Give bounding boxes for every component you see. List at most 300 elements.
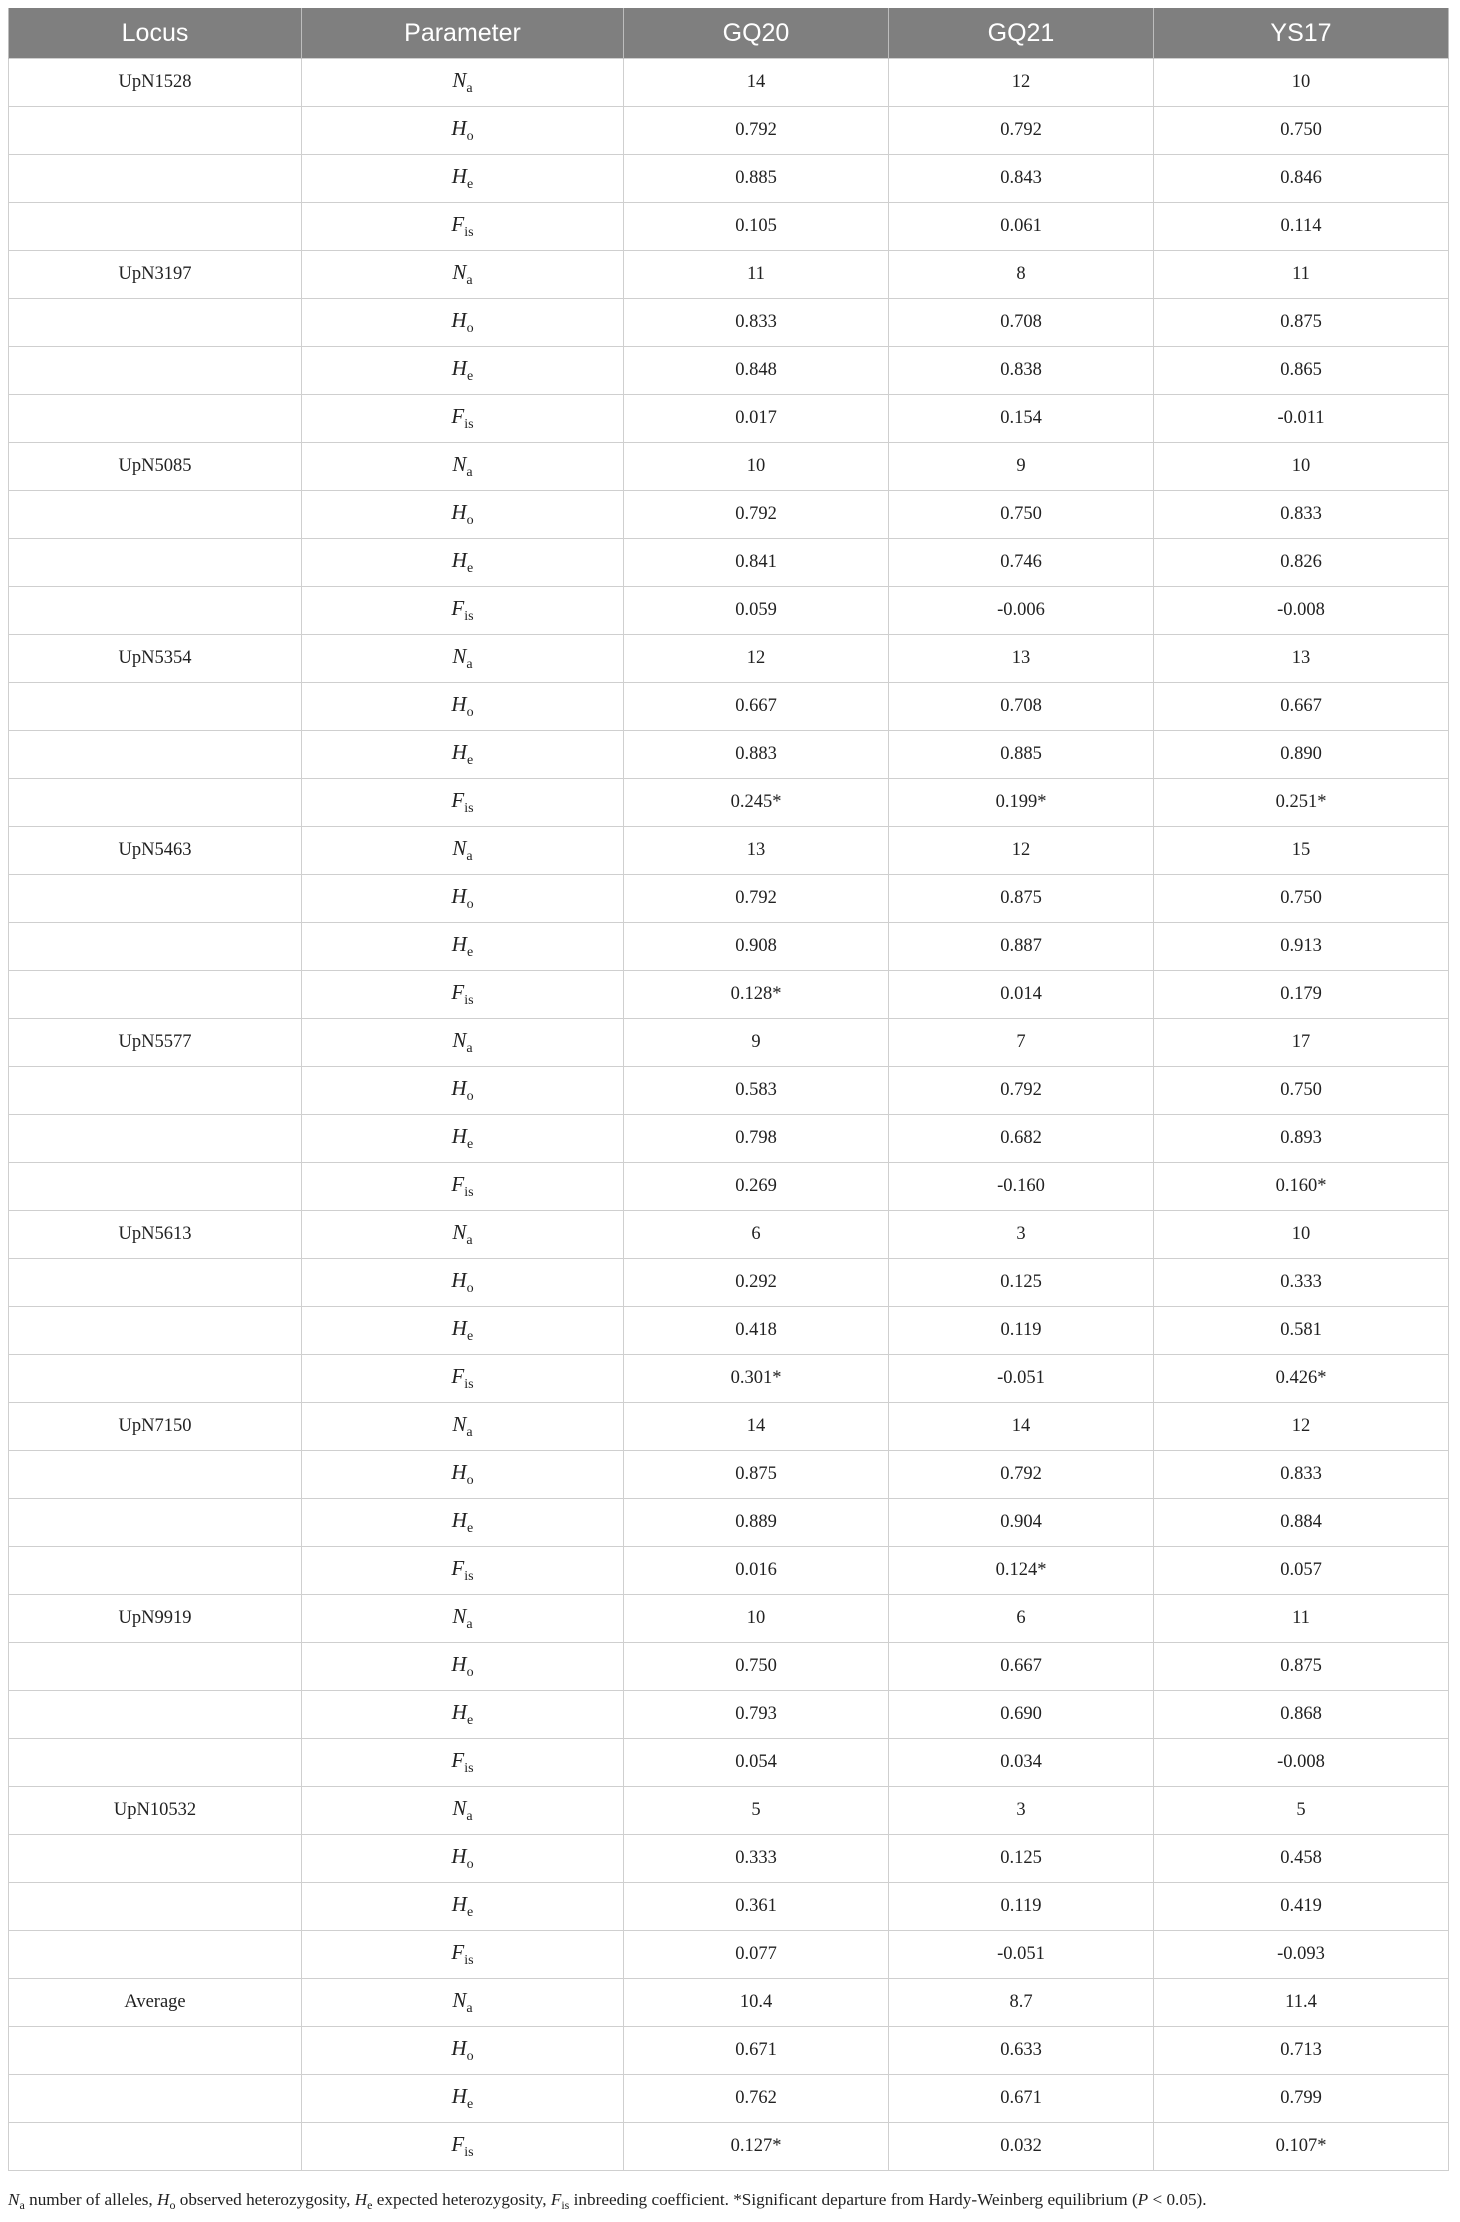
table-row	[9, 1595, 1449, 1643]
parameter-cell	[302, 1163, 624, 1211]
table-row	[9, 1739, 1449, 1787]
table-row	[9, 203, 1449, 251]
parameter-cell	[302, 1883, 624, 1931]
locus-empty-cell	[9, 1355, 302, 1403]
gq20-value: 0.361	[624, 1883, 889, 1931]
gq20-value: 0.750	[624, 1643, 889, 1691]
parameter-cell	[302, 1499, 624, 1547]
gq20-value: 10	[624, 1595, 889, 1643]
ys17-value: -0.008	[1154, 587, 1449, 635]
gq21-value: 0.887	[889, 923, 1154, 971]
parameter-cell	[302, 1211, 624, 1259]
parameter-symbol: F	[451, 1748, 465, 1772]
table-row	[9, 299, 1449, 347]
gq20-value: 6	[624, 1211, 889, 1259]
parameter-subscript: o	[466, 321, 474, 336]
parameter-subscript: is	[464, 609, 474, 624]
parameter-cell	[302, 779, 624, 827]
gq20-value: 0.128*	[624, 971, 889, 1019]
parameter-subscript: e	[466, 369, 474, 384]
locus-name: Average	[9, 1979, 302, 2027]
locus-empty-cell	[9, 1691, 302, 1739]
parameter-subscript: a	[466, 657, 473, 672]
gq20-value: 0.798	[624, 1115, 889, 1163]
table-row	[9, 251, 1449, 299]
gq21-value: -0.051	[889, 1931, 1154, 1979]
ys17-value: 0.875	[1154, 299, 1449, 347]
gq21-value: 9	[889, 443, 1154, 491]
parameter-cell	[302, 155, 624, 203]
table-row	[9, 1691, 1449, 1739]
parameter-symbol: N	[452, 1220, 467, 1244]
parameter-cell	[302, 1307, 624, 1355]
gq21-value: 7	[889, 1019, 1154, 1067]
table-row	[9, 539, 1449, 587]
footnote-tail: < 0.05).	[1148, 2190, 1207, 2209]
parameter-symbol: H	[451, 164, 467, 188]
header-gq21: GQ21	[889, 8, 1154, 59]
gq21-value: 0.838	[889, 347, 1154, 395]
parameter-subscript: o	[466, 705, 474, 720]
parameter-symbol: F	[451, 1556, 465, 1580]
parameter-subscript: is	[464, 801, 474, 816]
ys17-value: 10	[1154, 59, 1449, 107]
parameter-subscript: is	[464, 1185, 474, 1200]
gq20-value: 0.875	[624, 1451, 889, 1499]
parameter-cell	[302, 1979, 624, 2027]
parameter-subscript: a	[466, 1617, 473, 1632]
gq20-value: 0.269	[624, 1163, 889, 1211]
parameter-cell	[302, 203, 624, 251]
gq20-value: 0.671	[624, 2027, 889, 2075]
table-row	[9, 1019, 1449, 1067]
gq20-value: 0.792	[624, 107, 889, 155]
parameter-subscript: is	[464, 225, 474, 240]
parameter-subscript: e	[466, 177, 474, 192]
parameter-symbol: H	[451, 1844, 467, 1868]
parameter-subscript: e	[466, 1905, 474, 1920]
gq20-value: 0.059	[624, 587, 889, 635]
gq20-value: 0.792	[624, 875, 889, 923]
gq20-value: 12	[624, 635, 889, 683]
gq21-value: 0.792	[889, 107, 1154, 155]
table-row	[9, 1931, 1449, 1979]
gq21-value: 0.032	[889, 2123, 1154, 2171]
parameter-symbol: H	[451, 1460, 467, 1484]
gq21-value: 0.904	[889, 1499, 1154, 1547]
ys17-value: 0.826	[1154, 539, 1449, 587]
parameter-cell	[302, 1355, 624, 1403]
ys17-value: 0.750	[1154, 875, 1449, 923]
parameter-symbol: F	[451, 596, 465, 620]
ys17-value: 0.114	[1154, 203, 1449, 251]
gq20-value: 0.583	[624, 1067, 889, 1115]
parameter-subscript: a	[466, 1425, 473, 1440]
parameter-cell	[302, 587, 624, 635]
ys17-value: 0.750	[1154, 1067, 1449, 1115]
gq21-value: 0.633	[889, 2027, 1154, 2075]
gq20-value: 0.908	[624, 923, 889, 971]
table-row	[9, 731, 1449, 779]
footnote-ho: observed heterozygosity,	[175, 2190, 355, 2209]
gq20-value: 0.301*	[624, 1355, 889, 1403]
parameter-symbol: N	[452, 1796, 467, 1820]
parameter-symbol: F	[451, 788, 465, 812]
parameter-subscript: o	[466, 2049, 474, 2064]
parameter-cell	[302, 1403, 624, 1451]
locus-name: UpN3197	[9, 251, 302, 299]
table-row	[9, 1403, 1449, 1451]
parameter-symbol: N	[452, 644, 467, 668]
gq21-value: 8	[889, 251, 1154, 299]
gq20-value: 0.077	[624, 1931, 889, 1979]
parameter-subscript: e	[466, 1329, 474, 1344]
parameter-symbol: H	[451, 2036, 467, 2060]
ys17-value: -0.008	[1154, 1739, 1449, 1787]
parameter-cell	[302, 923, 624, 971]
parameter-subscript: a	[466, 273, 473, 288]
gq21-value: 12	[889, 827, 1154, 875]
parameter-subscript: a	[466, 1041, 473, 1056]
table-row	[9, 875, 1449, 923]
parameter-cell	[302, 1931, 624, 1979]
gq21-value: 0.792	[889, 1067, 1154, 1115]
parameter-cell	[302, 539, 624, 587]
gq21-value: 0.124*	[889, 1547, 1154, 1595]
header-ys17: YS17	[1154, 8, 1449, 59]
parameter-subscript: e	[466, 561, 474, 576]
gq21-value: 0.034	[889, 1739, 1154, 1787]
gq21-value: 0.667	[889, 1643, 1154, 1691]
ys17-value: 12	[1154, 1403, 1449, 1451]
parameter-symbol: H	[451, 740, 467, 764]
gq21-value: -0.051	[889, 1355, 1154, 1403]
gq21-value: 13	[889, 635, 1154, 683]
table-row	[9, 1499, 1449, 1547]
locus-empty-cell	[9, 1451, 302, 1499]
ys17-value: -0.011	[1154, 395, 1449, 443]
gq21-value: 0.119	[889, 1307, 1154, 1355]
parameter-cell	[302, 875, 624, 923]
footnote-fis: inbreeding coefficient. *Significant departure from Hardy-Weinberg equilibrium (	[569, 2190, 1138, 2209]
parameter-subscript: a	[466, 849, 473, 864]
table-row	[9, 1835, 1449, 1883]
table-row	[9, 1115, 1449, 1163]
gq20-value: 0.105	[624, 203, 889, 251]
locus-empty-cell	[9, 779, 302, 827]
parameter-symbol: H	[451, 356, 467, 380]
table-footnote: $N_a$ number of alleles, $H_o$ observed heterozygosity, $H_e$ expected heterozygosity, $F_{is}$ inbreeding coefficient. *Significant departure from Hardy-Weinberg equilibrium (P < 0.05).	[8, 2190, 1207, 2212]
locus-name: UpN10532	[9, 1787, 302, 1835]
ys17-value: 0.890	[1154, 731, 1449, 779]
gq20-value: 0.017	[624, 395, 889, 443]
parameter-subscript: o	[466, 513, 474, 528]
parameter-cell	[302, 2123, 624, 2171]
parameter-symbol: F	[451, 980, 465, 1004]
footnote-p: P	[1137, 2190, 1149, 2209]
parameter-symbol: H	[451, 308, 467, 332]
gq21-value: 0.125	[889, 1259, 1154, 1307]
locus-name: UpN9919	[9, 1595, 302, 1643]
ys17-value: 0.713	[1154, 2027, 1449, 2075]
locus-empty-cell	[9, 1259, 302, 1307]
ys17-value: 0.581	[1154, 1307, 1449, 1355]
parameter-cell	[302, 1691, 624, 1739]
parameter-cell	[302, 635, 624, 683]
gq21-value: 0.125	[889, 1835, 1154, 1883]
locus-empty-cell	[9, 875, 302, 923]
gq20-value: 0.793	[624, 1691, 889, 1739]
parameter-cell	[302, 1019, 624, 1067]
gq20-value: 0.418	[624, 1307, 889, 1355]
table-row	[9, 635, 1449, 683]
gq20-value: 14	[624, 59, 889, 107]
table-row	[9, 1547, 1449, 1595]
parameter-symbol: F	[451, 212, 465, 236]
locus-empty-cell	[9, 2123, 302, 2171]
locus-empty-cell	[9, 203, 302, 251]
gq21-value: 0.875	[889, 875, 1154, 923]
table-row	[9, 491, 1449, 539]
parameter-symbol: H	[451, 548, 467, 572]
parameter-symbol: H	[451, 1700, 467, 1724]
parameter-subscript: a	[466, 465, 473, 480]
table-row	[9, 2075, 1449, 2123]
gq20-value: 0.127*	[624, 2123, 889, 2171]
gq21-value: 0.690	[889, 1691, 1154, 1739]
gq21-value: 0.682	[889, 1115, 1154, 1163]
ys17-value: -0.093	[1154, 1931, 1449, 1979]
parameter-cell	[302, 1595, 624, 1643]
gq21-value: 0.199*	[889, 779, 1154, 827]
parameter-symbol: H	[451, 2084, 467, 2108]
parameter-subscript: o	[466, 1473, 474, 1488]
gq21-value: -0.160	[889, 1163, 1154, 1211]
parameter-symbol: H	[451, 1268, 467, 1292]
table-row	[9, 1307, 1449, 1355]
header-row	[9, 8, 1449, 59]
parameter-subscript: e	[466, 1713, 474, 1728]
parameter-subscript: is	[464, 1377, 474, 1392]
ys17-value: 0.833	[1154, 1451, 1449, 1499]
parameter-subscript: is	[464, 1953, 474, 1968]
header-parameter: Parameter	[302, 8, 624, 59]
parameter-symbol: H	[451, 1652, 467, 1676]
parameter-symbol: H	[451, 1124, 467, 1148]
parameter-subscript: a	[466, 1233, 473, 1248]
gq21-value: 0.708	[889, 299, 1154, 347]
parameter-subscript: e	[466, 2097, 474, 2112]
parameter-subscript: is	[464, 993, 474, 1008]
parameter-cell	[302, 1547, 624, 1595]
parameter-cell	[302, 731, 624, 779]
gq20-value: 0.883	[624, 731, 889, 779]
gq21-value: 0.061	[889, 203, 1154, 251]
gq20-value: 10	[624, 443, 889, 491]
ys17-value: 0.419	[1154, 1883, 1449, 1931]
gq20-value: 0.762	[624, 2075, 889, 2123]
ys17-value: 0.875	[1154, 1643, 1449, 1691]
table-row	[9, 683, 1449, 731]
header-locus: Locus	[9, 8, 302, 59]
parameter-cell	[302, 491, 624, 539]
parameter-cell	[302, 1835, 624, 1883]
table-row	[9, 1451, 1449, 1499]
table-row	[9, 827, 1449, 875]
table-row	[9, 1163, 1449, 1211]
locus-empty-cell	[9, 1739, 302, 1787]
ys17-value: 0.426*	[1154, 1355, 1449, 1403]
ys17-value: 11.4	[1154, 1979, 1449, 2027]
gq21-value: 0.014	[889, 971, 1154, 1019]
locus-empty-cell	[9, 923, 302, 971]
ys17-value: 0.107*	[1154, 2123, 1449, 2171]
gq21-value: 0.792	[889, 1451, 1154, 1499]
gq20-value: 0.016	[624, 1547, 889, 1595]
table-row	[9, 1787, 1449, 1835]
parameter-subscript: o	[466, 1089, 474, 1104]
header-gq20: GQ20	[624, 8, 889, 59]
table-row	[9, 347, 1449, 395]
locus-empty-cell	[9, 1835, 302, 1883]
parameter-subscript: is	[464, 2145, 474, 2160]
table-row	[9, 59, 1449, 107]
locus-name: UpN5085	[9, 443, 302, 491]
ys17-value: 0.667	[1154, 683, 1449, 731]
ys17-value: 11	[1154, 251, 1449, 299]
parameter-cell	[302, 443, 624, 491]
ys17-value: 0.865	[1154, 347, 1449, 395]
ys17-value: 0.868	[1154, 1691, 1449, 1739]
parameter-subscript: e	[466, 945, 474, 960]
gq21-value: 0.708	[889, 683, 1154, 731]
parameter-cell	[302, 251, 624, 299]
parameter-symbol: F	[451, 404, 465, 428]
parameter-cell	[302, 971, 624, 1019]
table-row	[9, 2027, 1449, 2075]
parameter-cell	[302, 1067, 624, 1115]
ys17-value: 17	[1154, 1019, 1449, 1067]
parameter-symbol: N	[452, 836, 467, 860]
parameter-cell	[302, 1451, 624, 1499]
table-container	[8, 8, 1448, 2171]
parameter-cell	[302, 1259, 624, 1307]
gq20-value: 5	[624, 1787, 889, 1835]
ys17-value: 0.799	[1154, 2075, 1449, 2123]
locus-name: UpN1528	[9, 59, 302, 107]
table-row	[9, 1211, 1449, 1259]
parameter-symbol: F	[451, 2132, 465, 2156]
parameter-symbol: F	[451, 1364, 465, 1388]
locus-empty-cell	[9, 2075, 302, 2123]
locus-name: UpN5463	[9, 827, 302, 875]
parameter-symbol: H	[451, 692, 467, 716]
locus-empty-cell	[9, 1115, 302, 1163]
parameter-symbol: N	[452, 260, 467, 284]
gq20-value: 0.885	[624, 155, 889, 203]
gq21-value: 0.750	[889, 491, 1154, 539]
parameter-subscript: o	[466, 1665, 474, 1680]
locus-empty-cell	[9, 1547, 302, 1595]
ys17-value: 0.846	[1154, 155, 1449, 203]
ys17-value: 5	[1154, 1787, 1449, 1835]
locus-empty-cell	[9, 1499, 302, 1547]
parameter-cell	[302, 59, 624, 107]
ys17-value: 0.057	[1154, 1547, 1449, 1595]
locus-empty-cell	[9, 683, 302, 731]
gq20-value: 0.667	[624, 683, 889, 731]
ys17-value: 0.833	[1154, 491, 1449, 539]
table-row	[9, 587, 1449, 635]
ys17-value: 0.913	[1154, 923, 1449, 971]
parameter-subscript: e	[466, 753, 474, 768]
parameter-subscript: o	[466, 1281, 474, 1296]
gq20-value: 13	[624, 827, 889, 875]
ys17-value: 0.179	[1154, 971, 1449, 1019]
parameter-subscript: a	[466, 2001, 473, 2016]
locus-empty-cell	[9, 1067, 302, 1115]
gq20-value: 0.848	[624, 347, 889, 395]
locus-empty-cell	[9, 299, 302, 347]
gq21-value: 0.119	[889, 1883, 1154, 1931]
locus-empty-cell	[9, 107, 302, 155]
locus-empty-cell	[9, 395, 302, 443]
gq21-value: 0.746	[889, 539, 1154, 587]
parameter-symbol: F	[451, 1172, 465, 1196]
parameter-cell	[302, 2027, 624, 2075]
table-row	[9, 155, 1449, 203]
locus-empty-cell	[9, 347, 302, 395]
gq21-value: 3	[889, 1787, 1154, 1835]
gq20-value: 0.889	[624, 1499, 889, 1547]
gq21-value: 0.885	[889, 731, 1154, 779]
locus-empty-cell	[9, 539, 302, 587]
ys17-value: 10	[1154, 443, 1449, 491]
parameter-cell	[302, 395, 624, 443]
locus-empty-cell	[9, 1931, 302, 1979]
gq20-value: 10.4	[624, 1979, 889, 2027]
parameter-symbol: H	[451, 1508, 467, 1532]
gq20-value: 11	[624, 251, 889, 299]
parameter-symbol: H	[451, 116, 467, 140]
ys17-value: 0.750	[1154, 107, 1449, 155]
locus-empty-cell	[9, 1643, 302, 1691]
gq20-value: 0.833	[624, 299, 889, 347]
parameter-subscript: is	[464, 417, 474, 432]
parameter-cell	[302, 2075, 624, 2123]
table-row	[9, 1259, 1449, 1307]
parameter-subscript: o	[466, 1857, 474, 1872]
locus-empty-cell	[9, 1883, 302, 1931]
ys17-value: 0.458	[1154, 1835, 1449, 1883]
table-row	[9, 395, 1449, 443]
parameter-symbol: F	[451, 1940, 465, 1964]
table-row	[9, 971, 1449, 1019]
ys17-value: 10	[1154, 1211, 1449, 1259]
parameter-symbol: H	[451, 884, 467, 908]
ys17-value: 13	[1154, 635, 1449, 683]
parameter-symbol: H	[451, 1316, 467, 1340]
locus-name: UpN5577	[9, 1019, 302, 1067]
table-row	[9, 1355, 1449, 1403]
footnote-he: expected heterozygosity,	[372, 2190, 551, 2209]
parameter-symbol: H	[451, 932, 467, 956]
locus-empty-cell	[9, 1307, 302, 1355]
parameter-cell	[302, 107, 624, 155]
parameter-subscript: is	[464, 1569, 474, 1584]
parameter-subscript: a	[466, 1809, 473, 1824]
locus-empty-cell	[9, 587, 302, 635]
